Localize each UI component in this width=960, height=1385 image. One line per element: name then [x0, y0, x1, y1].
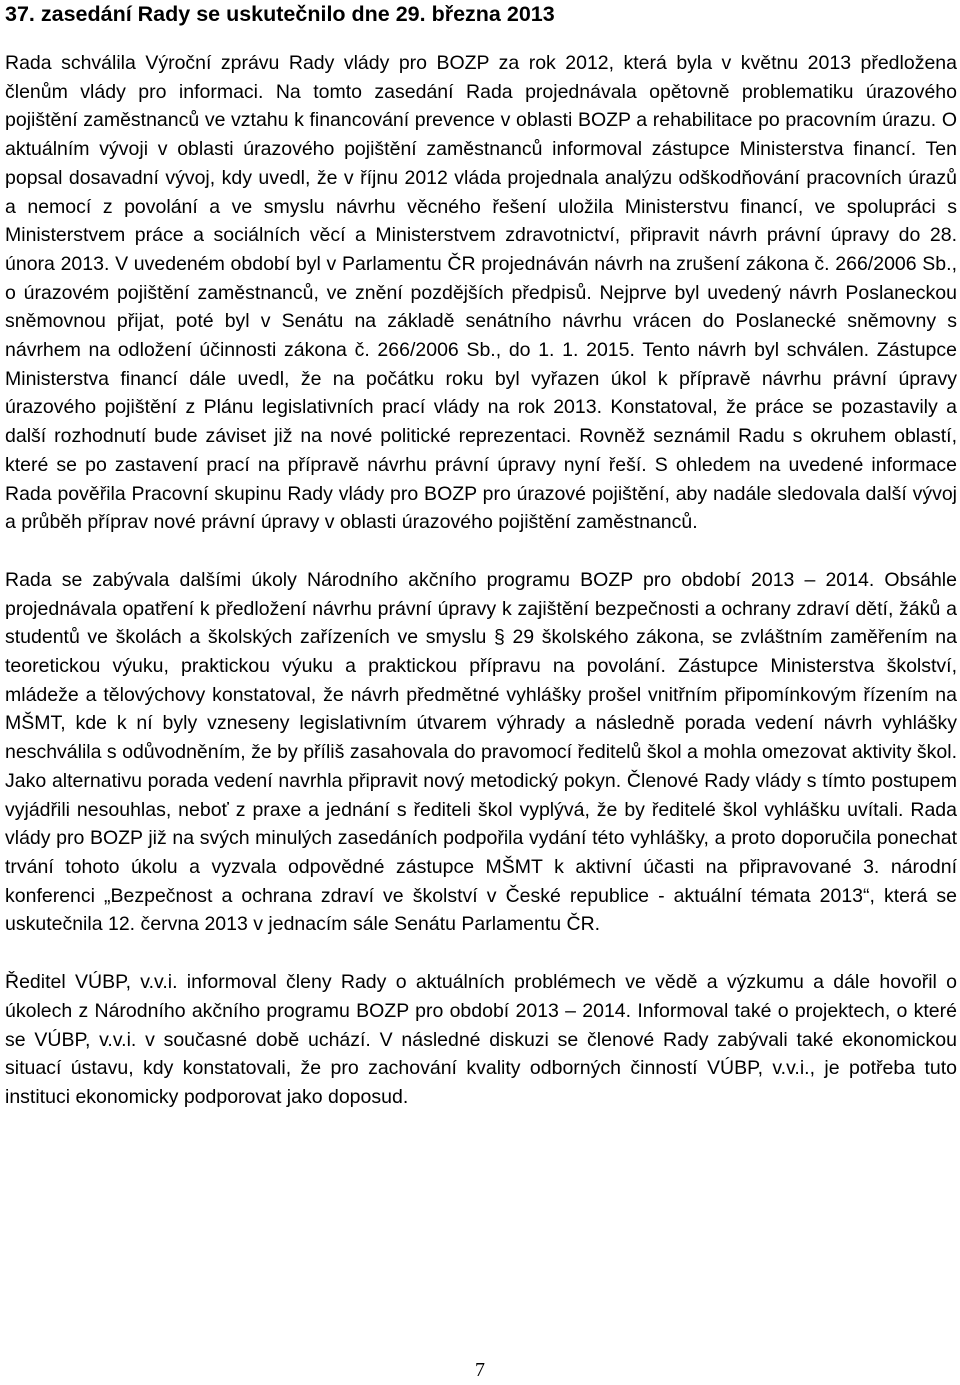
document-page	[5, 0, 957, 1112]
page-number: 7	[475, 1359, 485, 1381]
paragraph-national-action-program: Rada se zabývala dalšími úkoly Národního akčního programu BOZP pro období 2013 – 2014. Obsáhle projednávala opatření k předložení návrhu právní úpravy k zajištění bezpečnosti a ochrany zdraví dětí, žáků a studentů ve školách a školských zařízeních ve smyslu § 29 školského zákona, se zvláštním zaměřením na teoretickou výuku, praktickou výuku a praktickou přípravu na povolání. Zástupce Ministerstva školství, mládeže a tělovýchovy konstatoval, že návrh předmětné vyhlášky prošel vnitřním připomínkovým řízením na MŠMT, kde k ní byly vzneseny legislativním útvarem výhrady a následně porada vedení návrh vyhlášky neschválila s odůvodněním, že by příliš zasahovala do pravomocí ředitelů škol a mohla omezovat aktivity škol. Jako alternativu porada vedení navrhla připravit nový metodický pokyn. Členové Rady vlády s tímto postupem vyjádřili nesouhlas, neboť z praxe a jednání s řediteli škol vyplývá, že by ředitelé škol vyhlášku uvítali. Rada vlády pro BOZP již na svých minulých zasedáních podpořila vydání této vyhlášky, a proto doporučila ponechat trvání tohoto úkolu a vyzvala odpovědné zástupce MŠMT k aktivní účasti na připravované 3. národní konferenci „Bezpečnost a ochrana zdraví ve školství v České republice - aktuální témata 2013“, která se uskutečnila 12. června 2013 v jednacím sále Senátu Parlamentu ČR.	[5, 568, 957, 936]
paragraph-director-report: Ředitel VÚBP, v.v.i. informoval členy Rady o aktuálních problémech ve vědě a výzkumu a dále hovořil o úkolech z Národního akčního programu BOZP pro období 2013 – 2014. Informoval také o projektech, o které se VÚBP, v.v.i. v současné době uchází. V následné diskuzi se členové Rady zabývali také ekonomickou situací ústavu, kdy konstatovali, že pro zachování kvality odborných činností VÚBP, v.v.i., je potřeba tuto instituci ekonomicky podporovat jako doposud.	[5, 971, 957, 1108]
paragraph-accident-insurance: Rada schválila Výroční zprávu Rady vlády pro BOZP za rok 2012, která byla v květnu 2013 předložena členům vlády pro informaci. Na tomto zasedání Rada projednávala opětovně problematiku úrazového pojištění zaměstnanců ve vztahu k financování prevence v oblasti BOZP a rehabilitace po pracovním úrazu. O aktuálním vývoji v oblasti úrazového pojištění zaměstnanců informoval zástupce Ministerstva financí. Ten popsal dosavadní vývoj, kdy uvedl, že v říjnu 2012 vláda projednala analýzu odškodňování pracovních úrazů a nemocí z povolání a ve smyslu návrhu věcného řešení uložila Ministerstvu financí, ve spolupráci s Ministerstvem práce a sociálních věcí a Ministerstvem zdravotnictví, připravit návrh právní úpravy do 28. února 2013. V uvedeném období byl v Parlamentu ČR projednáván návrh na zrušení zákona č. 266/2006 Sb., o úrazovém pojištění zaměstnanců, ve znění pozdějších předpisů. Nejprve byl uvedený návrh Poslaneckou sněmovnou přijat, poté byl v Senátu na základě senátního návrhu vrácen do Poslanecké sněmovny s návrhem na odložení účinnosti zákona č. 266/2006 Sb., do 1. 1. 2015. Tento návrh byl schválen. Zástupce Ministerstva financí dále uvedl, že na počátku roku byl vyřazen úkol k přípravě návrhu právní úpravy úrazového pojištění z Plánu legislativních prací vlády na rok 2013. Konstatoval, že práce se pozastavily a další rozhodnutí bude záviset již na nové politické reprezentaci. Rovněž seznámil Radu s okruhem oblastí, které se po zastavení prací na přípravě návrhu právní úpravy nyní řeší. S ohledem na uvedené informace Rada pověřila Pracovní skupinu Rady vlády pro BOZP pro úrazové pojištění, aby nadále sledovala další vývoj a průběh příprav nové právní úpravy v oblasti úrazového pojištění zaměstnanců.	[5, 52, 957, 534]
section-heading: 37. zasedání Rady se uskutečnilo dne 29. března 2013	[5, 2, 555, 26]
